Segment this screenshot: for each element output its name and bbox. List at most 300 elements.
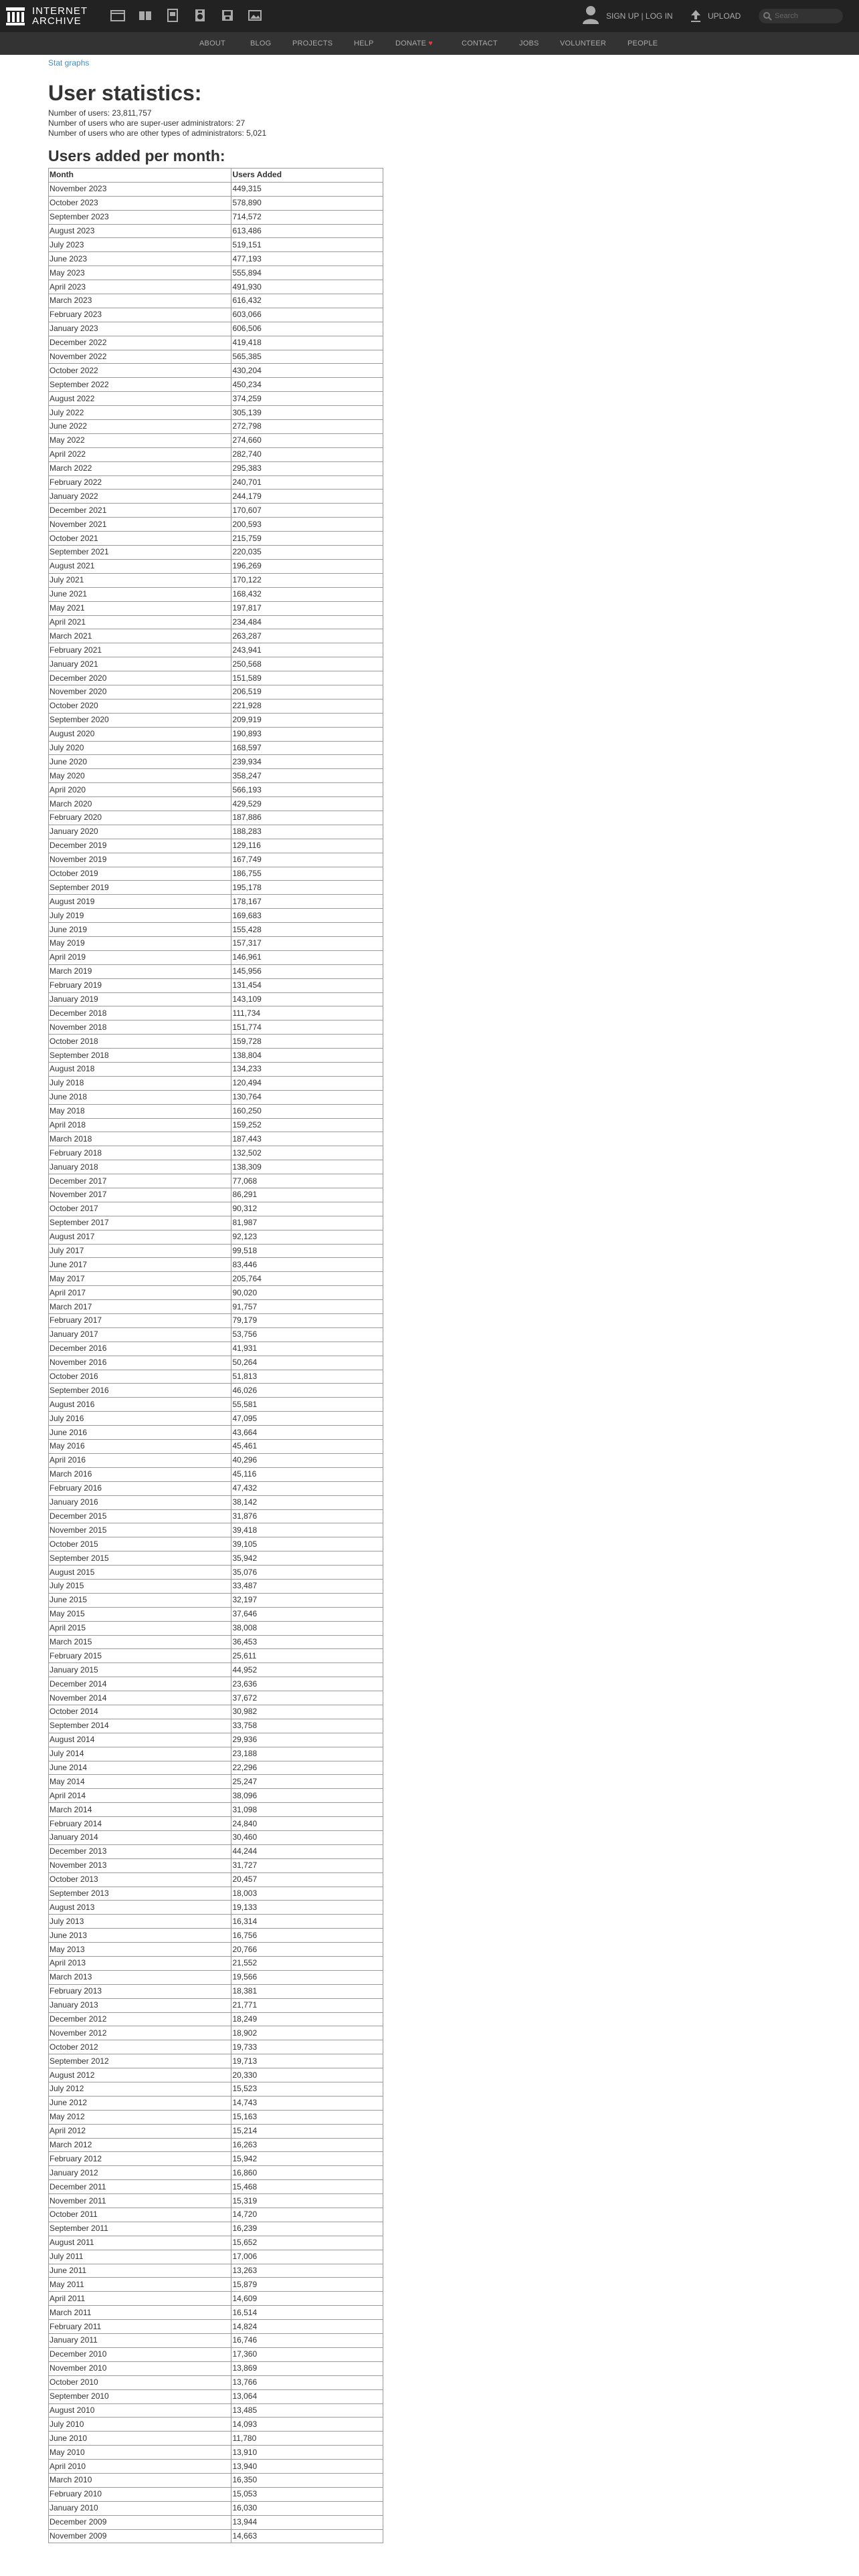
month-cell: February 2022 [49, 475, 231, 490]
users-added-cell: 449,315 [231, 182, 383, 196]
users-added-cell: 220,035 [231, 546, 383, 560]
archive-building-icon [5, 6, 25, 26]
nav-help[interactable]: HELP [354, 39, 374, 47]
nav-projects[interactable]: PROJECTS [292, 39, 333, 47]
table-row [49, 1844, 383, 1858]
table-row [49, 2068, 383, 2082]
table-row [49, 1830, 383, 1844]
month-cell: January 2018 [49, 1160, 231, 1174]
users-added-cell: 272,798 [231, 420, 383, 434]
month-cell: March 2012 [49, 2138, 231, 2152]
month-cell: July 2023 [49, 238, 231, 252]
super-admins-stat: Number of users who are super-user administrators: 27 [48, 118, 246, 128]
internet-archive-logo[interactable] [5, 5, 88, 27]
month-cell: January 2023 [49, 322, 231, 336]
month-cell: April 2016 [49, 1453, 231, 1467]
month-cell: September 2015 [49, 1551, 231, 1566]
month-cell: September 2016 [49, 1384, 231, 1398]
users-added-cell: 47,095 [231, 1412, 383, 1426]
table-row [49, 1230, 383, 1244]
month-cell: May 2019 [49, 936, 231, 950]
table-row [49, 378, 383, 392]
table-row [49, 1006, 383, 1021]
nav-jobs[interactable]: JOBS [519, 39, 539, 47]
users-added-cell: 50,264 [231, 1356, 383, 1370]
users-added-cell: 131,454 [231, 978, 383, 992]
table-row [49, 923, 383, 937]
month-cell: January 2017 [49, 1327, 231, 1341]
table-row [49, 546, 383, 560]
table-row [49, 1789, 383, 1803]
month-cell: January 2012 [49, 2166, 231, 2180]
month-cell: November 2014 [49, 1691, 231, 1705]
signup-login-link[interactable]: SIGN UP | LOG IN [606, 11, 673, 21]
table-row [49, 294, 383, 308]
texts-icon[interactable] [138, 8, 153, 23]
month-cell: August 2013 [49, 1901, 231, 1915]
month-cell: April 2017 [49, 1286, 231, 1300]
users-added-cell: 374,259 [231, 392, 383, 406]
month-cell: April 2010 [49, 2460, 231, 2474]
table-row [49, 1523, 383, 1537]
month-cell: June 2023 [49, 252, 231, 266]
users-added-cell: 24,840 [231, 1817, 383, 1831]
users-added-cell: 32,197 [231, 1593, 383, 1607]
logo-text [32, 6, 88, 26]
users-added-cell: 15,879 [231, 2278, 383, 2292]
users-added-cell: 578,890 [231, 196, 383, 210]
month-cell: May 2015 [49, 1607, 231, 1621]
table-row [49, 671, 383, 685]
users-added-cell: 477,193 [231, 252, 383, 266]
table-row [49, 2236, 383, 2250]
table-row [49, 1188, 383, 1202]
users-added-cell: 51,813 [231, 1370, 383, 1384]
nav-donate[interactable] [395, 32, 433, 55]
table-row [49, 406, 383, 420]
users-added-cell: 239,934 [231, 755, 383, 769]
table-row [49, 447, 383, 461]
table-row [49, 2082, 383, 2097]
other-admins-stat: Number of users who are other types of administrators: 5,021 [48, 128, 267, 138]
month-cell: January 2022 [49, 490, 231, 504]
table-row [49, 1998, 383, 2012]
users-added-cell: 41,931 [231, 1341, 383, 1356]
users-added-cell: 603,066 [231, 308, 383, 322]
table-row [49, 2347, 383, 2361]
month-cell: November 2021 [49, 518, 231, 532]
users-added-cell: 55,581 [231, 1398, 383, 1412]
search-icon[interactable] [763, 11, 772, 21]
month-cell: December 2019 [49, 839, 231, 853]
table-row [49, 587, 383, 601]
table-row [49, 1817, 383, 1831]
users-added-cell: 221,928 [231, 699, 383, 713]
total-users-stat: Number of users: 23,811,757 [48, 108, 152, 118]
users-added-cell: 146,961 [231, 950, 383, 964]
users-added-cell: 13,064 [231, 2389, 383, 2403]
users-per-month-table [48, 168, 383, 2543]
users-added-cell: 190,893 [231, 727, 383, 741]
month-cell: August 2014 [49, 1733, 231, 1747]
users-added-cell: 33,758 [231, 1719, 383, 1733]
month-cell: July 2016 [49, 1412, 231, 1426]
upload-button[interactable] [689, 7, 741, 25]
table-row [49, 1663, 383, 1677]
users-added-cell: 30,982 [231, 1705, 383, 1719]
users-added-cell: 15,652 [231, 2236, 383, 2250]
upload-icon [689, 9, 702, 23]
month-cell: February 2018 [49, 1146, 231, 1160]
table-row [49, 1929, 383, 1943]
table-row [49, 1104, 383, 1118]
users-added-cell: 566,193 [231, 783, 383, 797]
users-added-cell: 130,764 [231, 1090, 383, 1104]
month-cell: October 2018 [49, 1035, 231, 1049]
nav-blog[interactable]: BLOG [250, 39, 272, 47]
month-cell: April 2018 [49, 1118, 231, 1132]
table-row [49, 559, 383, 573]
table-row [49, 1607, 383, 1621]
table-row [49, 2375, 383, 2389]
table-row [49, 2264, 383, 2278]
month-cell: September 2014 [49, 1719, 231, 1733]
month-cell: December 2009 [49, 2515, 231, 2529]
users-added-cell: 19,566 [231, 1970, 383, 1984]
table-row [49, 1984, 383, 1998]
table-row [49, 895, 383, 909]
month-cell: December 2015 [49, 1509, 231, 1523]
table-row [49, 2138, 383, 2152]
table-row [49, 1719, 383, 1733]
month-cell: April 2015 [49, 1621, 231, 1635]
month-cell: January 2019 [49, 992, 231, 1006]
table-row [49, 741, 383, 755]
users-added-cell: 21,552 [231, 1957, 383, 1971]
month-cell: November 2016 [49, 1356, 231, 1370]
table-row [49, 685, 383, 699]
table-row [49, 1049, 383, 1063]
users-added-cell: 46,026 [231, 1384, 383, 1398]
month-cell: March 2016 [49, 1467, 231, 1481]
month-cell: May 2011 [49, 2278, 231, 2292]
users-added-cell: 31,098 [231, 1803, 383, 1817]
month-cell: December 2014 [49, 1677, 231, 1691]
table-row [49, 1453, 383, 1467]
table-row [49, 420, 383, 434]
table-row [49, 1035, 383, 1049]
users-added-cell: 274,660 [231, 433, 383, 447]
table-row [49, 1174, 383, 1188]
users-added-cell: 25,611 [231, 1649, 383, 1663]
stat-graphs-link[interactable]: Stat graphs [48, 58, 90, 68]
month-cell: September 2010 [49, 2389, 231, 2403]
users-added-cell: 151,774 [231, 1021, 383, 1035]
users-added-cell: 170,122 [231, 573, 383, 587]
table-row [49, 881, 383, 895]
month-cell: April 2020 [49, 783, 231, 797]
users-added-cell: 132,502 [231, 1146, 383, 1160]
users-added-cell: 23,636 [231, 1677, 383, 1691]
month-cell: May 2022 [49, 433, 231, 447]
table-row [49, 1286, 383, 1300]
month-cell: November 2022 [49, 350, 231, 364]
table-row [49, 2222, 383, 2236]
table-row [49, 1090, 383, 1104]
main-nav [0, 32, 859, 55]
table-header-row [49, 169, 383, 183]
table-row [49, 573, 383, 587]
table-row [49, 196, 383, 210]
table-row [49, 280, 383, 294]
audio-icon[interactable] [193, 8, 207, 23]
table-row [49, 1705, 383, 1719]
search-box [759, 9, 843, 23]
month-cell: October 2020 [49, 699, 231, 713]
table-row [49, 1426, 383, 1440]
users-added-cell: 25,247 [231, 1775, 383, 1789]
table-row [49, 1635, 383, 1649]
month-cell: August 2023 [49, 224, 231, 238]
month-cell: March 2017 [49, 1300, 231, 1314]
search-input[interactable] [775, 12, 839, 20]
users-added-cell: 92,123 [231, 1230, 383, 1244]
month-cell: August 2015 [49, 1566, 231, 1580]
nav-contact[interactable]: CONTACT [462, 39, 498, 47]
table-row [49, 1872, 383, 1887]
users-added-cell: 13,910 [231, 2446, 383, 2460]
table-row [49, 1957, 383, 1971]
month-cell: December 2020 [49, 671, 231, 685]
month-cell: October 2021 [49, 532, 231, 546]
table-row [49, 1063, 383, 1077]
logo-line-1: INTERNET [32, 5, 88, 17]
users-added-cell: 13,869 [231, 2361, 383, 2375]
users-added-cell: 195,178 [231, 881, 383, 895]
month-cell: February 2010 [49, 2487, 231, 2501]
users-added-cell: 145,956 [231, 964, 383, 978]
table-row [49, 992, 383, 1006]
table-row [49, 2389, 383, 2403]
users-added-cell: 616,432 [231, 294, 383, 308]
users-added-cell: 565,385 [231, 350, 383, 364]
month-cell: January 2013 [49, 1998, 231, 2012]
month-cell: January 2016 [49, 1495, 231, 1509]
month-cell: August 2017 [49, 1230, 231, 1244]
users-added-cell: 200,593 [231, 518, 383, 532]
users-added-cell: 38,008 [231, 1621, 383, 1635]
table-row [49, 1300, 383, 1314]
table-row [49, 1272, 383, 1286]
month-cell: August 2019 [49, 895, 231, 909]
month-cell: November 2010 [49, 2361, 231, 2375]
month-cell: June 2015 [49, 1593, 231, 1607]
month-cell: September 2022 [49, 378, 231, 392]
month-cell: November 2015 [49, 1523, 231, 1537]
month-cell: March 2015 [49, 1635, 231, 1649]
table-row [49, 1314, 383, 1328]
table-row [49, 615, 383, 629]
month-cell: August 2016 [49, 1398, 231, 1412]
month-cell: April 2012 [49, 2124, 231, 2138]
users-added-cell: 13,944 [231, 2515, 383, 2529]
users-added-cell: 263,287 [231, 629, 383, 643]
section-title: Users added per month: [48, 147, 225, 165]
users-added-cell: 358,247 [231, 769, 383, 783]
table-row [49, 2403, 383, 2418]
month-cell: February 2023 [49, 308, 231, 322]
table-row [49, 839, 383, 853]
users-added-cell: 138,309 [231, 1160, 383, 1174]
table-row [49, 1440, 383, 1454]
table-row [49, 2473, 383, 2487]
users-added-cell: 91,757 [231, 1300, 383, 1314]
table-row [49, 978, 383, 992]
table-row [49, 1495, 383, 1509]
table-row [49, 1621, 383, 1635]
users-added-cell: 167,749 [231, 853, 383, 867]
users-added-cell: 305,139 [231, 406, 383, 420]
users-added-cell: 53,756 [231, 1327, 383, 1341]
users-added-cell: 234,484 [231, 615, 383, 629]
users-added-cell: 18,902 [231, 2026, 383, 2040]
users-added-cell: 15,214 [231, 2124, 383, 2138]
month-cell: October 2012 [49, 2040, 231, 2054]
users-added-cell: 16,263 [231, 2138, 383, 2152]
table-row [49, 2529, 383, 2543]
table-row [49, 504, 383, 518]
main-content [48, 55, 811, 2543]
month-cell: March 2014 [49, 1803, 231, 1817]
table-row [49, 769, 383, 783]
month-cell: July 2014 [49, 1747, 231, 1761]
month-cell: February 2013 [49, 1984, 231, 1998]
table-row [49, 518, 383, 532]
software-icon[interactable] [220, 8, 235, 23]
table-row [49, 2208, 383, 2222]
nav-people[interactable]: PEOPLE [628, 39, 658, 47]
users-added-cell: 19,133 [231, 1901, 383, 1915]
month-cell: October 2014 [49, 1705, 231, 1719]
month-cell: March 2013 [49, 1970, 231, 1984]
account-area [581, 5, 673, 27]
web-icon[interactable] [110, 8, 125, 23]
table-row [49, 350, 383, 364]
users-added-cell: 20,330 [231, 2068, 383, 2082]
month-cell: July 2018 [49, 1076, 231, 1090]
users-added-cell: 38,142 [231, 1495, 383, 1509]
table-row [49, 2040, 383, 2054]
table-row [49, 2501, 383, 2515]
users-added-cell: 243,941 [231, 643, 383, 657]
table-row [49, 2194, 383, 2208]
month-cell: May 2012 [49, 2110, 231, 2124]
table-row [49, 322, 383, 336]
table-row [49, 2418, 383, 2432]
month-cell: March 2010 [49, 2473, 231, 2487]
users-added-cell: 31,727 [231, 1858, 383, 1872]
month-cell: May 2020 [49, 769, 231, 783]
users-added-cell: 188,283 [231, 825, 383, 839]
table-row [49, 1356, 383, 1370]
month-cell: October 2022 [49, 364, 231, 378]
month-cell: March 2022 [49, 461, 231, 475]
users-added-cell: 39,105 [231, 1537, 383, 1551]
users-added-cell: 17,360 [231, 2347, 383, 2361]
users-added-column-header: Users Added [231, 169, 383, 183]
users-added-cell: 209,919 [231, 713, 383, 727]
month-cell: May 2018 [49, 1104, 231, 1118]
table-row [49, 1412, 383, 1426]
users-added-cell: 18,381 [231, 1984, 383, 1998]
nav-about[interactable]: ABOUT [199, 39, 225, 47]
users-added-cell: 196,269 [231, 559, 383, 573]
users-added-cell: 134,233 [231, 1063, 383, 1077]
table-row [49, 1858, 383, 1872]
users-added-cell: 206,519 [231, 685, 383, 699]
table-row [49, 2320, 383, 2334]
users-added-cell: 168,432 [231, 587, 383, 601]
table-row [49, 364, 383, 378]
month-cell: June 2014 [49, 1761, 231, 1775]
users-added-cell: 16,746 [231, 2334, 383, 2348]
table-row [49, 2180, 383, 2194]
table-row [49, 964, 383, 978]
month-cell: December 2016 [49, 1341, 231, 1356]
video-icon[interactable] [165, 8, 180, 23]
month-cell: December 2022 [49, 336, 231, 350]
users-added-cell: 170,607 [231, 504, 383, 518]
users-added-cell: 244,179 [231, 490, 383, 504]
images-icon[interactable] [248, 8, 262, 23]
media-type-icons [110, 8, 275, 23]
month-cell: May 2010 [49, 2446, 231, 2460]
user-stats-summary [48, 108, 811, 138]
users-added-cell: 14,663 [231, 2529, 383, 2543]
users-added-cell: 16,030 [231, 2501, 383, 2515]
month-cell: May 2014 [49, 1775, 231, 1789]
users-added-cell: 31,876 [231, 1509, 383, 1523]
users-added-cell: 20,766 [231, 1943, 383, 1957]
users-added-cell: 14,720 [231, 2208, 383, 2222]
users-added-cell: 83,446 [231, 1258, 383, 1272]
users-added-cell: 15,523 [231, 2082, 383, 2097]
user-avatar-icon[interactable] [581, 5, 601, 28]
users-added-cell: 44,952 [231, 1663, 383, 1677]
users-added-cell: 37,672 [231, 1691, 383, 1705]
table-row [49, 1258, 383, 1272]
month-cell: July 2019 [49, 909, 231, 923]
table-row [49, 1887, 383, 1901]
nav-volunteer[interactable]: VOLUNTEER [560, 39, 607, 47]
table-row [49, 811, 383, 825]
month-cell: October 2016 [49, 1370, 231, 1384]
users-added-cell: 47,432 [231, 1481, 383, 1495]
table-row [49, 2166, 383, 2180]
month-cell: November 2012 [49, 2026, 231, 2040]
table-row [49, 1649, 383, 1663]
month-cell: August 2018 [49, 1063, 231, 1077]
table-row [49, 224, 383, 238]
users-added-cell: 38,096 [231, 1789, 383, 1803]
table-row [49, 2110, 383, 2124]
month-cell: April 2013 [49, 1957, 231, 1971]
month-cell: July 2012 [49, 2082, 231, 2097]
users-added-cell: 35,076 [231, 1566, 383, 1580]
table-row [49, 2250, 383, 2264]
table-row [49, 266, 383, 280]
month-cell: June 2016 [49, 1426, 231, 1440]
